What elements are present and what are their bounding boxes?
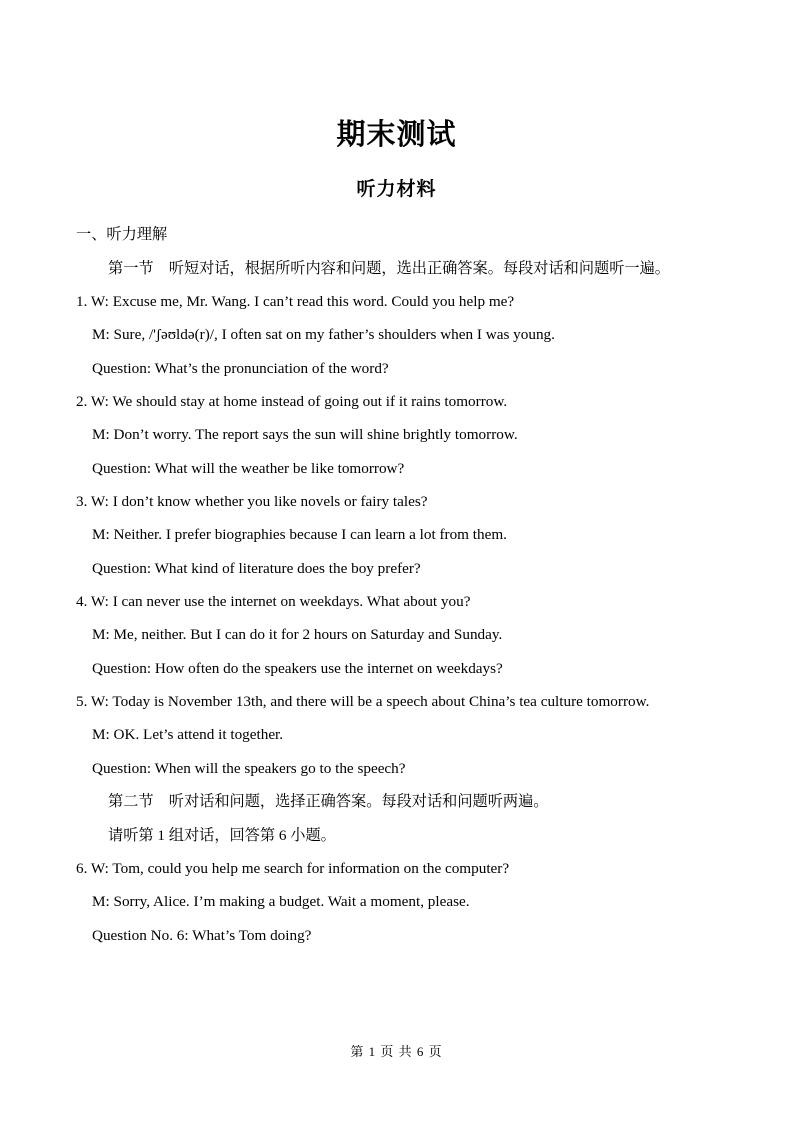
item-3-question: Question: What kind of literature does the boy prefer? — [92, 560, 421, 577]
item-4-man-line: M: Me, neither. But I can do it for 2 hours on Saturday and Sunday. — [92, 626, 503, 643]
section-heading: 一、听力理解 — [76, 226, 168, 243]
item-6-man-line: M: Sorry, Alice. I’m making a budget. Wait a moment, please. — [92, 893, 470, 910]
item-1-question: Question: What’s the pronunciation of the word? — [92, 360, 389, 377]
item-5-question: Question: When will the speakers go to the speech? — [92, 760, 406, 777]
page-footer: 第 1 页 共 6 页 — [350, 1044, 443, 1059]
item-3-woman-line: 3. W: I don’t know whether you like novels or fairy tales? — [76, 493, 428, 510]
page-subtitle: 听力材料 — [356, 179, 437, 200]
item-3-man-line: M: Neither. I prefer biographies because I can learn a lot from them. — [92, 526, 507, 543]
item-1-man-line: M: Sure, /'ʃəʊldə(r)/, I often sat on my father’s shoulders when I was young. — [92, 326, 555, 343]
item-2-man-line: M: Don’t worry. The report says the sun will shine brightly tomorrow. — [92, 426, 518, 443]
item-6-woman-line: 6. W: Tom, could you help me search for information on the computer? — [76, 860, 510, 877]
item-5-woman-line: 5. W: Today is November 13th, and there will be a speech about China’s tea culture tomorrow. — [76, 693, 650, 710]
item-5-man-line: M: OK. Let’s attend it together. — [92, 726, 284, 743]
part2-instruction: 第二节 听对话和问题，选择正确答案。每段对话和问题听两遍。 — [108, 793, 549, 810]
item-4-woman-line: 4. W: I can never use the internet on weekdays. What about you? — [76, 593, 471, 610]
item-2-woman-line: 2. W: We should stay at home instead of going out if it rains tomorrow. — [76, 393, 508, 410]
group1-instruction: 请听第 1 组对话，回答第 6 小题。 — [108, 827, 336, 844]
part1-instruction: 第一节 听短对话，根据所听内容和问题，选出正确答案。每段对话和问题听一遍。 — [108, 260, 670, 277]
item-2-question: Question: What will the weather be like tomorrow? — [92, 460, 405, 477]
item-1-woman-line: 1. W: Excuse me, Mr. Wang. I can’t read this word. Could you help me? — [76, 293, 515, 310]
item-4-question: Question: How often do the speakers use the internet on weekdays? — [92, 660, 503, 677]
item-6-question: Question No. 6: What’s Tom doing? — [92, 927, 312, 944]
page-title: 期末测试 — [336, 119, 457, 151]
